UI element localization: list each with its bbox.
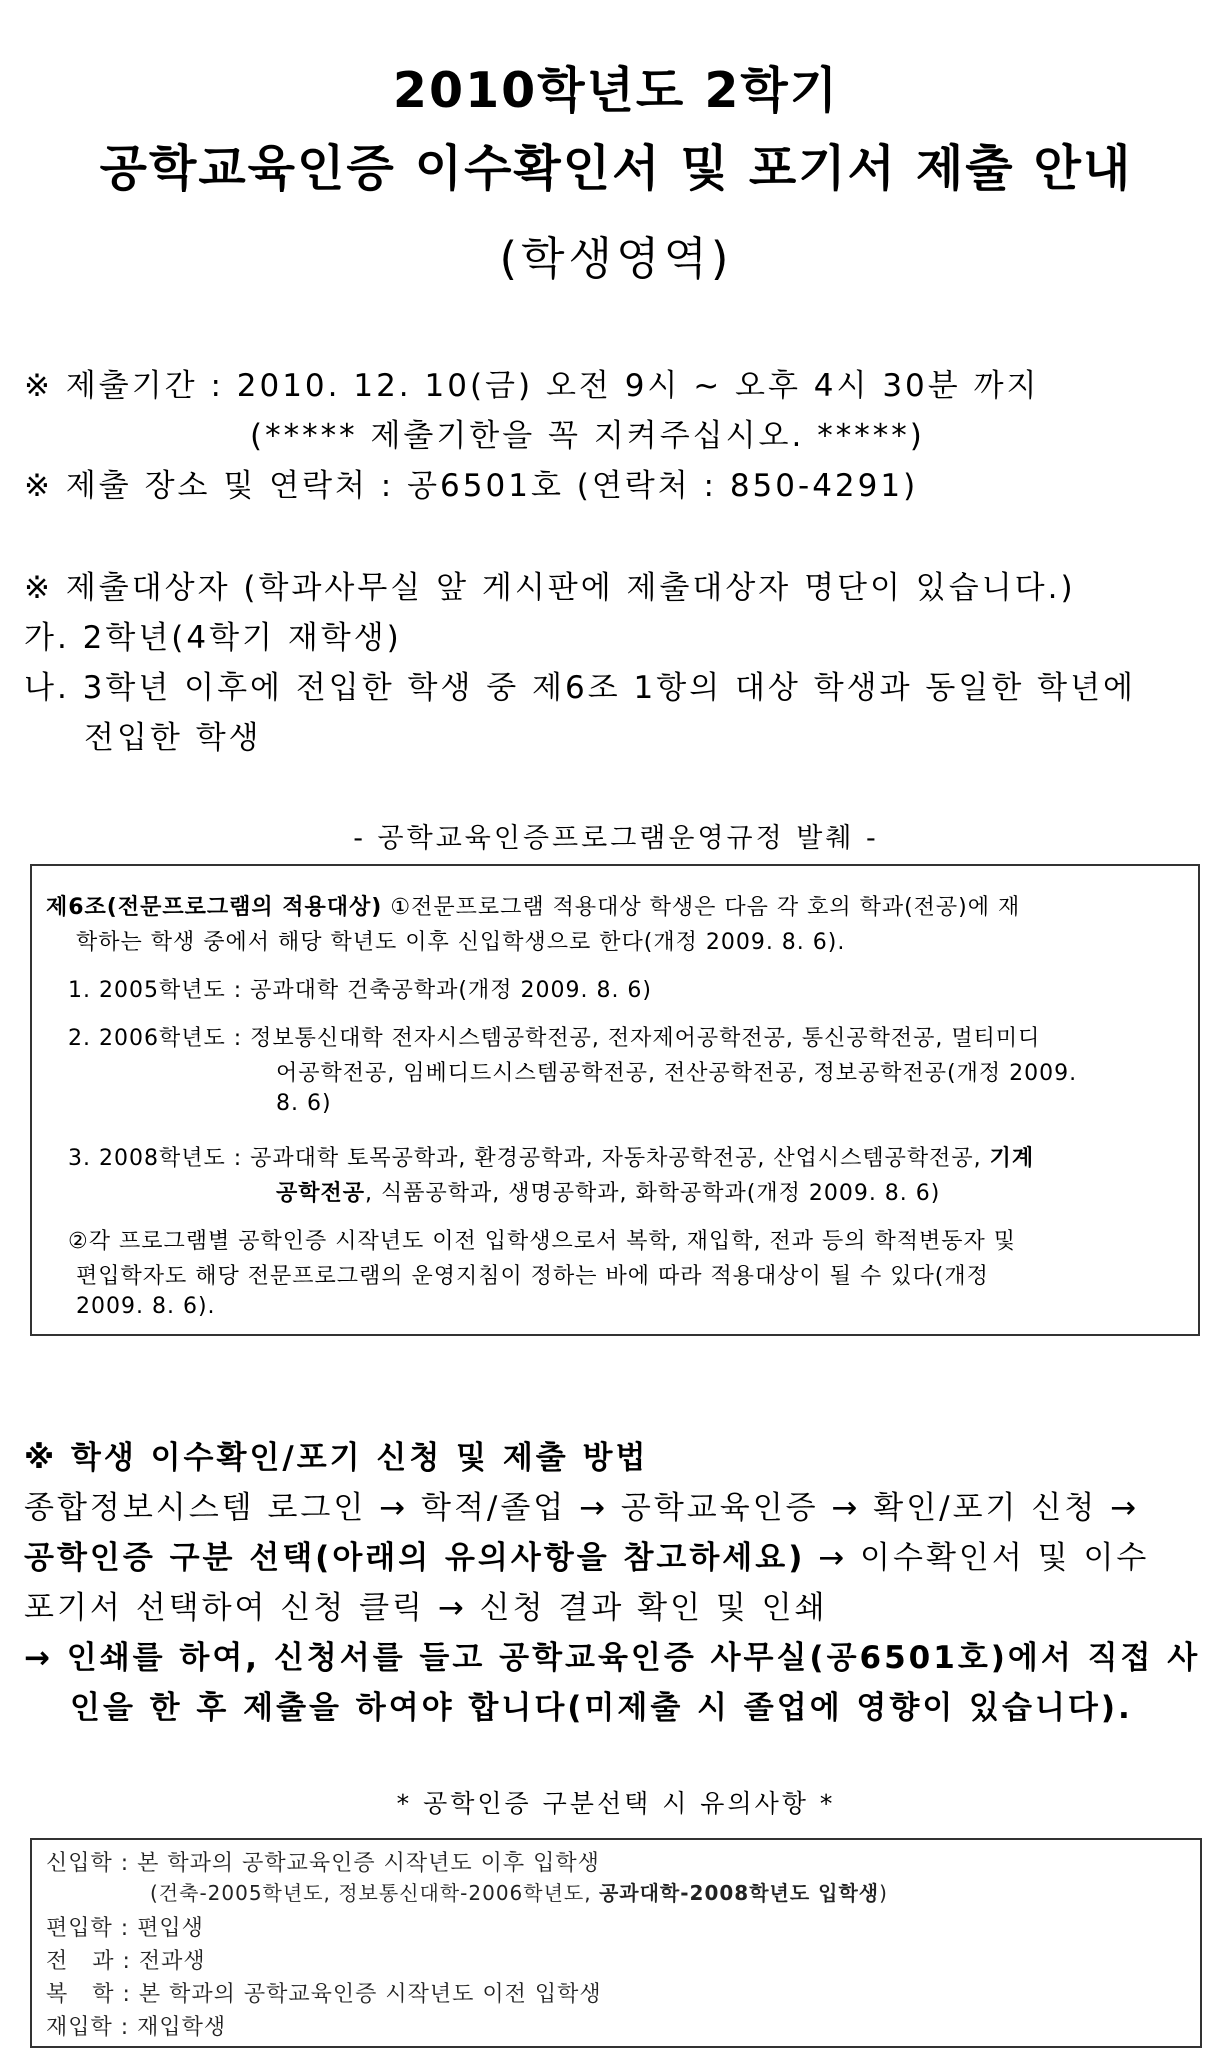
title-line-2: 공학교육인증 이수확인서 및 포기서 제출 안내: [99, 140, 1133, 197]
submission-period: ※ 제출기간 : 2010. 12. 10(금) 오전 9시 ~ 오후 4시 30분 까지: [24, 368, 1040, 404]
deadline-note: (***** 제출기한을 꼭 지켜주십시오. *****): [250, 418, 925, 454]
article-6-item3-line1: [68, 1141, 1034, 1172]
submission-place: ※ 제출 장소 및 연락처 : 공6501호 (연락처 : 850-4291): [24, 468, 919, 504]
note-row-new-sub-end: ): [879, 1881, 888, 1905]
note-row-new-sub-text: (건축-2005학년도, 정보통신대학-2006학년도,: [150, 1881, 599, 1905]
method-line4: → 인쇄를 하여, 신청서를 들고 공학교육인증 사무실(공6501호)에서 직접 사: [24, 1640, 1201, 1676]
article-6-para2-line3: 2009. 8. 6).: [76, 1294, 216, 1319]
article-6-item3-line1-text: 3. 2008학년도 : 공과대학 토목공학과, 환경공학과, 자동차공학전공, 산업시스템공학전공,: [68, 1146, 990, 1171]
article-6-para2-line2: 편입학자도 해당 전문프로그램의 운영지침이 정하는 바에 따라 적용대상이 될 수 있다(개정: [76, 1264, 989, 1289]
article-6-title: 제6조(전문프로그램의 적용대상): [46, 895, 383, 920]
article-6-para2-line1: ②각 프로그램별 공학인증 시작년도 이전 입학생으로서 복학, 재입학, 전과 등의 학적변동자 및: [68, 1229, 1016, 1254]
note-row-new: 신입학 : 본 학과의 공학교육인증 시작년도 이후 입학생: [46, 1851, 600, 1876]
note-row-major-change: 전 과 : 전과생: [46, 1949, 206, 1974]
article-6-line1-rest: ①전문프로그램 적용대상 학생은 다음 각 호의 학과(전공)에 재: [382, 895, 1021, 920]
method-line2-rest: → 이수확인서 및 이수: [805, 1540, 1150, 1576]
title-line-1: 2010학년도 2학기: [392, 62, 840, 119]
targets-heading: ※ 제출대상자 (학과사무실 앞 게시판에 제출대상자 명단이 있습니다.): [24, 570, 1076, 606]
article-6-item3-line2-rest: , 식품공학과, 생명공학과, 화학공학과(개정 2009. 8. 6): [365, 1181, 941, 1206]
article-6-line2: 학하는 학생 중에서 해당 학년도 이후 신입학생으로 한다(개정 2009. 8. 6).: [76, 930, 846, 955]
method-line5: 인을 한 후 제출을 하여야 합니다(미제출 시 졸업에 영향이 있습니다).: [70, 1690, 1133, 1726]
method-line2-bold: 공학인증 구분 선택(아래의 유의사항을 참고하세요): [24, 1540, 806, 1576]
method-line2: [24, 1532, 1149, 1577]
method-line1: 종합정보시스템 로그인 → 학적/졸업 → 공학교육인증 → 확인/포기 신청 →: [24, 1490, 1140, 1526]
notes-caption: * 공학인증 구분선택 시 유의사항 *: [396, 1789, 836, 1818]
article-6-line1: [46, 890, 1020, 921]
method-heading: ※ 학생 이수확인/포기 신청 및 제출 방법: [24, 1440, 649, 1476]
excerpt-caption: - 공학교육인증프로그램운영규정 발췌 -: [353, 823, 879, 854]
note-row-return: 복 학 : 본 학과의 공학교육인증 시작년도 이전 입학생: [46, 1982, 602, 2007]
note-row-new-sub-bold: 공과대학-2008학년도 입학생: [598, 1881, 880, 1905]
note-row-transfer: 편입학 : 편입생: [46, 1916, 204, 1941]
article-6-item2-line3: 8. 6): [276, 1091, 332, 1116]
article-6-item3-line2-bold: 공학전공: [276, 1181, 366, 1206]
target-item-b-line1: 나. 3학년 이후에 전입한 학생 중 제6조 1항의 대상 학생과 동일한 학년에: [24, 670, 1136, 706]
target-item-a: 가. 2학년(4학기 재학생): [24, 620, 402, 656]
article-6-item3-line2: [276, 1176, 940, 1207]
article-6-item2-line2: 어공학전공, 임베디드시스템공학전공, 전산공학전공, 정보공학전공(개정 2009.: [276, 1061, 1078, 1086]
note-row-readmission: 재입학 : 재입학생: [46, 2015, 227, 2040]
article-6-item1: 1. 2005학년도 : 공과대학 건축공학과(개정 2009. 8. 6): [68, 978, 653, 1003]
method-line3: 포기서 선택하여 신청 클릭 → 신청 결과 확인 및 인쇄: [24, 1590, 828, 1626]
target-item-b-line2: 전입한 학생: [84, 720, 262, 756]
note-row-new-sub: [150, 1877, 888, 1906]
article-6-item2-line1: 2. 2006학년도 : 정보통신대학 전자시스템공학전공, 전자제어공학전공, 통신공학전공, 멀티미디: [68, 1026, 1041, 1051]
subtitle: (학생영역): [499, 232, 733, 285]
article-6-item3-line1-bold: 기계: [989, 1146, 1035, 1171]
